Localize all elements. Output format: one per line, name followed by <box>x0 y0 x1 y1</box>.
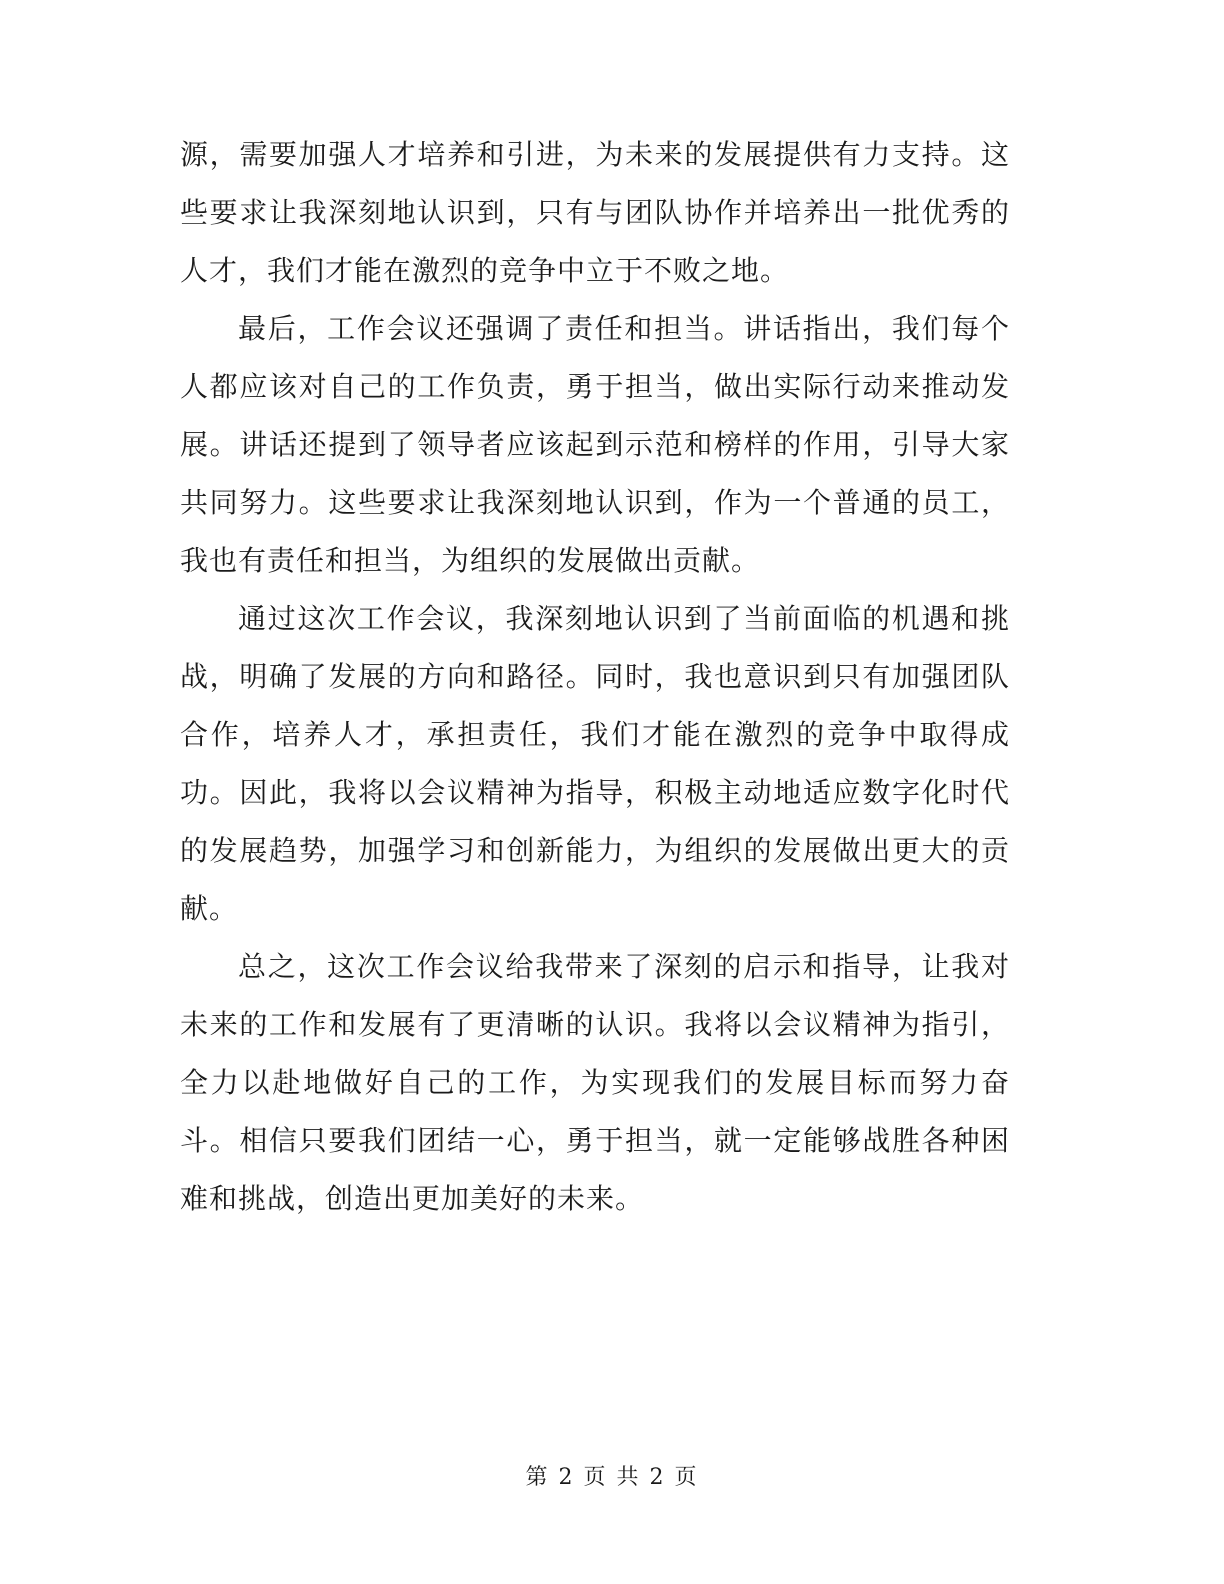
paragraph-continued: 源，需要加强人才培养和引进，为未来的发展提供有力支持。这些要求让我深刻地认识到，只有与团队协作并培养出一批优秀的人才，我们才能在激烈的竞争中立于不败之地。 <box>180 138 1010 287</box>
paragraph-responsibility: 最后，工作会议还强调了责任和担当。讲话指出，我们每个人都应该对自己的工作负责，勇于担当，做出实际行动来推动发展。讲话还提到了领导者应该起到示范和榜样的作用，引导大家共同努力。这些要求让我深刻地认识到，作为一个普通的员工，我也有责任和担当，为组织的发展做出贡献。 <box>180 312 1010 577</box>
paragraph-summary: 总之，这次工作会议给我带来了深刻的启示和指导，让我对未来的工作和发展有了更清晰的认识。我将以会议精神为指引，全力以赴地做好自己的工作，为实现我们的发展目标而努力奋斗。相信只要我们团结一心，勇于担当，就一定能够战胜各种困难和挑战，创造出更加美好的未来。 <box>180 950 1010 1215</box>
document-body <box>180 126 1010 1228</box>
page-number-footer: 第 2 页 共 2 页 <box>525 1465 699 1490</box>
paragraph-conclusion-meeting: 通过这次工作会议，我深刻地认识到了当前面临的机遇和挑战，明确了发展的方向和路径。同时，我也意识到只有加强团队合作，培养人才，承担责任，我们才能在激烈的竞争中取得成功。因此，我将以会议精神为指导，积极主动地适应数字化时代的发展趋势，加强学习和创新能力，为组织的发展做出更大的贡献。 <box>180 602 1010 925</box>
